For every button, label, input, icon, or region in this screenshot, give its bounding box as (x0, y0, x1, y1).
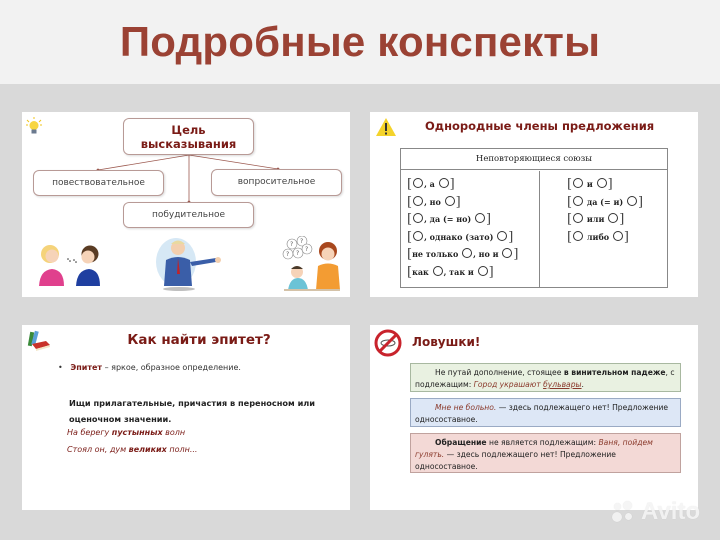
avito-logo-icon (612, 501, 638, 523)
avito-watermark (612, 498, 700, 526)
diagram-root-box (123, 118, 254, 155)
table-row: [ , однако (зато) ] (407, 229, 514, 245)
table-column-right (541, 171, 667, 287)
circle-symbol (413, 213, 423, 223)
table-row: [ либо ] (567, 229, 629, 245)
svg-text:?: ? (290, 241, 294, 248)
warning-icon (375, 117, 397, 137)
table-row: [ , да (= но) ] (407, 212, 492, 227)
svg-text:?: ? (286, 251, 290, 258)
circle-symbol (413, 178, 423, 188)
branch-interrogative: вопросительное (211, 169, 342, 196)
slide-traps[interactable] (370, 325, 698, 510)
slide-homogeneous-members[interactable] (370, 112, 698, 297)
table-row: [ и ] (567, 177, 613, 192)
circle-symbol (413, 196, 423, 206)
circle-symbol (573, 178, 583, 188)
circle-symbol (433, 266, 443, 276)
branch-imperative: побудительное (123, 202, 254, 228)
note-accusative: Не путай дополнение, стоящее в винительном падеже, с подлежащим: Город украшают бульвары. (410, 363, 681, 392)
circle-symbol (413, 231, 423, 241)
example-line-2: Стоял он, дум великих полн... (67, 445, 198, 454)
circle-symbol (497, 231, 507, 241)
circle-symbol (608, 213, 618, 223)
circle-symbol (597, 178, 607, 188)
slide-title: Ловушки! (412, 335, 481, 349)
definition-bullet: • Эпитет – яркое, образное определение. (58, 363, 241, 372)
svg-text:?: ? (300, 238, 304, 245)
slide-speech-purpose[interactable] (22, 112, 350, 297)
table-column-left (401, 171, 540, 287)
circle-symbol (445, 196, 455, 206)
man-pointing-illustration (154, 236, 234, 292)
page-title: Подробные конспекты (119, 18, 601, 65)
circle-symbol (478, 266, 488, 276)
svg-text:?: ? (296, 250, 300, 257)
example-line-1: На берегу пустынных волн (67, 428, 186, 437)
table-row: [ или ] (567, 212, 625, 227)
circle-symbol (573, 213, 583, 223)
table-row: [ да (= и) ] (567, 194, 644, 210)
table-row: [как , так и ] (407, 264, 494, 280)
avito-text: Avito (641, 498, 701, 525)
table-row: [ , но ] (407, 194, 461, 210)
circle-symbol (475, 213, 485, 223)
circle-symbol (439, 178, 449, 188)
circle-symbol (502, 248, 512, 258)
circle-symbol (613, 231, 623, 241)
table-row: [не только , но и ] (407, 247, 519, 262)
table-header: Неповторяющиеся союзы (401, 149, 667, 170)
conjunctions-table (400, 148, 668, 288)
instruction-text: Ищи прилагательные, причастия в переносном или оценочном значении. (69, 398, 316, 424)
page-header (0, 0, 720, 84)
circle-symbol (573, 231, 583, 241)
slide-epithet[interactable] (22, 325, 350, 510)
circle-symbol (627, 196, 637, 206)
svg-text:?: ? (305, 246, 309, 253)
root-line-2: высказывания (140, 137, 237, 151)
note-no-subject: Мне не больно. — здесь подлежащего нет! Предложение односоставное. (410, 398, 681, 427)
slide-title: Однородные члены предложения (425, 119, 655, 133)
branch-declarative: повествовательное (33, 170, 164, 196)
table-row: [ , а ] (407, 177, 455, 192)
note-address: Обращение не является подлежащим: Ваня, пойдем гулять. — здесь подлежащего нет! Предложение односоставное. (410, 433, 681, 473)
circle-symbol (573, 196, 583, 206)
prohibited-icon (374, 329, 402, 357)
circle-symbol (462, 248, 472, 258)
root-line-1: Цель (171, 123, 206, 137)
slide-title: Как найти эпитет? (127, 332, 271, 348)
mother-child-questions-illustration (280, 236, 346, 292)
children-talking-illustration (36, 240, 106, 286)
